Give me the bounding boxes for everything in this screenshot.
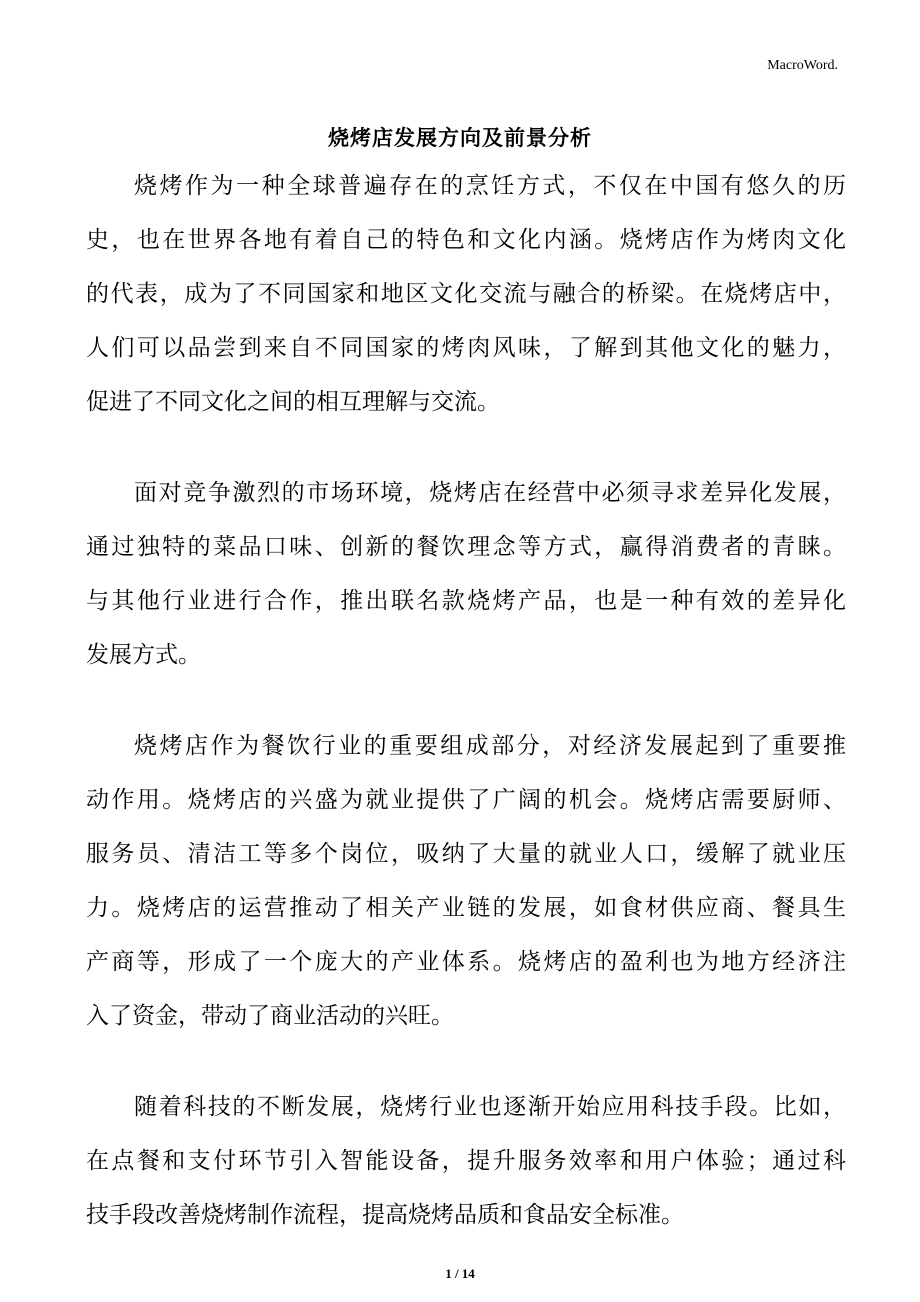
paragraph-line: 入了资金，带动了商业活动的兴旺。 [86, 1003, 454, 1029]
paragraph-line: 力。烧烤店的运营推动了相关产业链的发展，如食材供应商、餐具生 [86, 895, 846, 921]
paragraph [86, 162, 846, 432]
paragraph-line: 随着科技的不断发展，烧烤行业也逐渐开始应用科技手段。比如， [134, 1094, 846, 1120]
paragraph-line: 服务员、清洁工等多个岗位，吸纳了大量的就业人口，缓解了就业压 [86, 841, 846, 867]
paragraph-line: 技手段改善烧烤制作流程，提高烧烤品质和食品安全标准。 [86, 1202, 684, 1228]
paragraph [86, 722, 846, 1046]
paragraph-line: 烧烤作为一种全球普遍存在的烹饪方式，不仅在中国有悠久的历 [134, 173, 846, 199]
paragraph-line: 与其他行业进行合作，推出联名款烧烤产品，也是一种有效的差异化 [86, 588, 846, 614]
paragraph-line: 促进了不同文化之间的相互理解与交流。 [86, 389, 500, 415]
paragraph [86, 469, 846, 685]
paragraph-line: 通过独特的菜品口味、创新的餐饮理念等方式，赢得消费者的青睐。 [86, 534, 846, 560]
header-brand: MacroWord. [767, 58, 838, 73]
page-number: 1 / 14 [445, 1266, 475, 1281]
paragraph [86, 1083, 846, 1245]
document-title: 烧烤店发展方向及前景分析 [328, 126, 592, 150]
paragraph-line: 动作用。烧烤店的兴盛为就业提供了广阔的机会。烧烤店需要厨师、 [86, 787, 846, 813]
paragraph-line: 的代表，成为了不同国家和地区文化交流与融合的桥梁。在烧烤店中， [86, 281, 846, 307]
paragraph-line: 烧烤店作为餐饮行业的重要组成部分，对经济发展起到了重要推 [134, 733, 846, 759]
paragraph-line: 在点餐和支付环节引入智能设备，提升服务效率和用户体验；通过科 [86, 1148, 846, 1174]
paragraph-line: 产商等，形成了一个庞大的产业体系。烧烤店的盈利也为地方经济注 [86, 949, 846, 975]
document-body [86, 162, 846, 1282]
paragraph-line: 面对竞争激烈的市场环境，烧烤店在经营中必须寻求差异化发展， [134, 480, 846, 506]
paragraph-line: 发展方式。 [86, 642, 201, 668]
paragraph-line: 史，也在世界各地有着自己的特色和文化内涵。烧烤店作为烤肉文化 [86, 227, 846, 253]
paragraph-line: 人们可以品尝到来自不同国家的烤肉风味，了解到其他文化的魅力， [86, 335, 846, 361]
